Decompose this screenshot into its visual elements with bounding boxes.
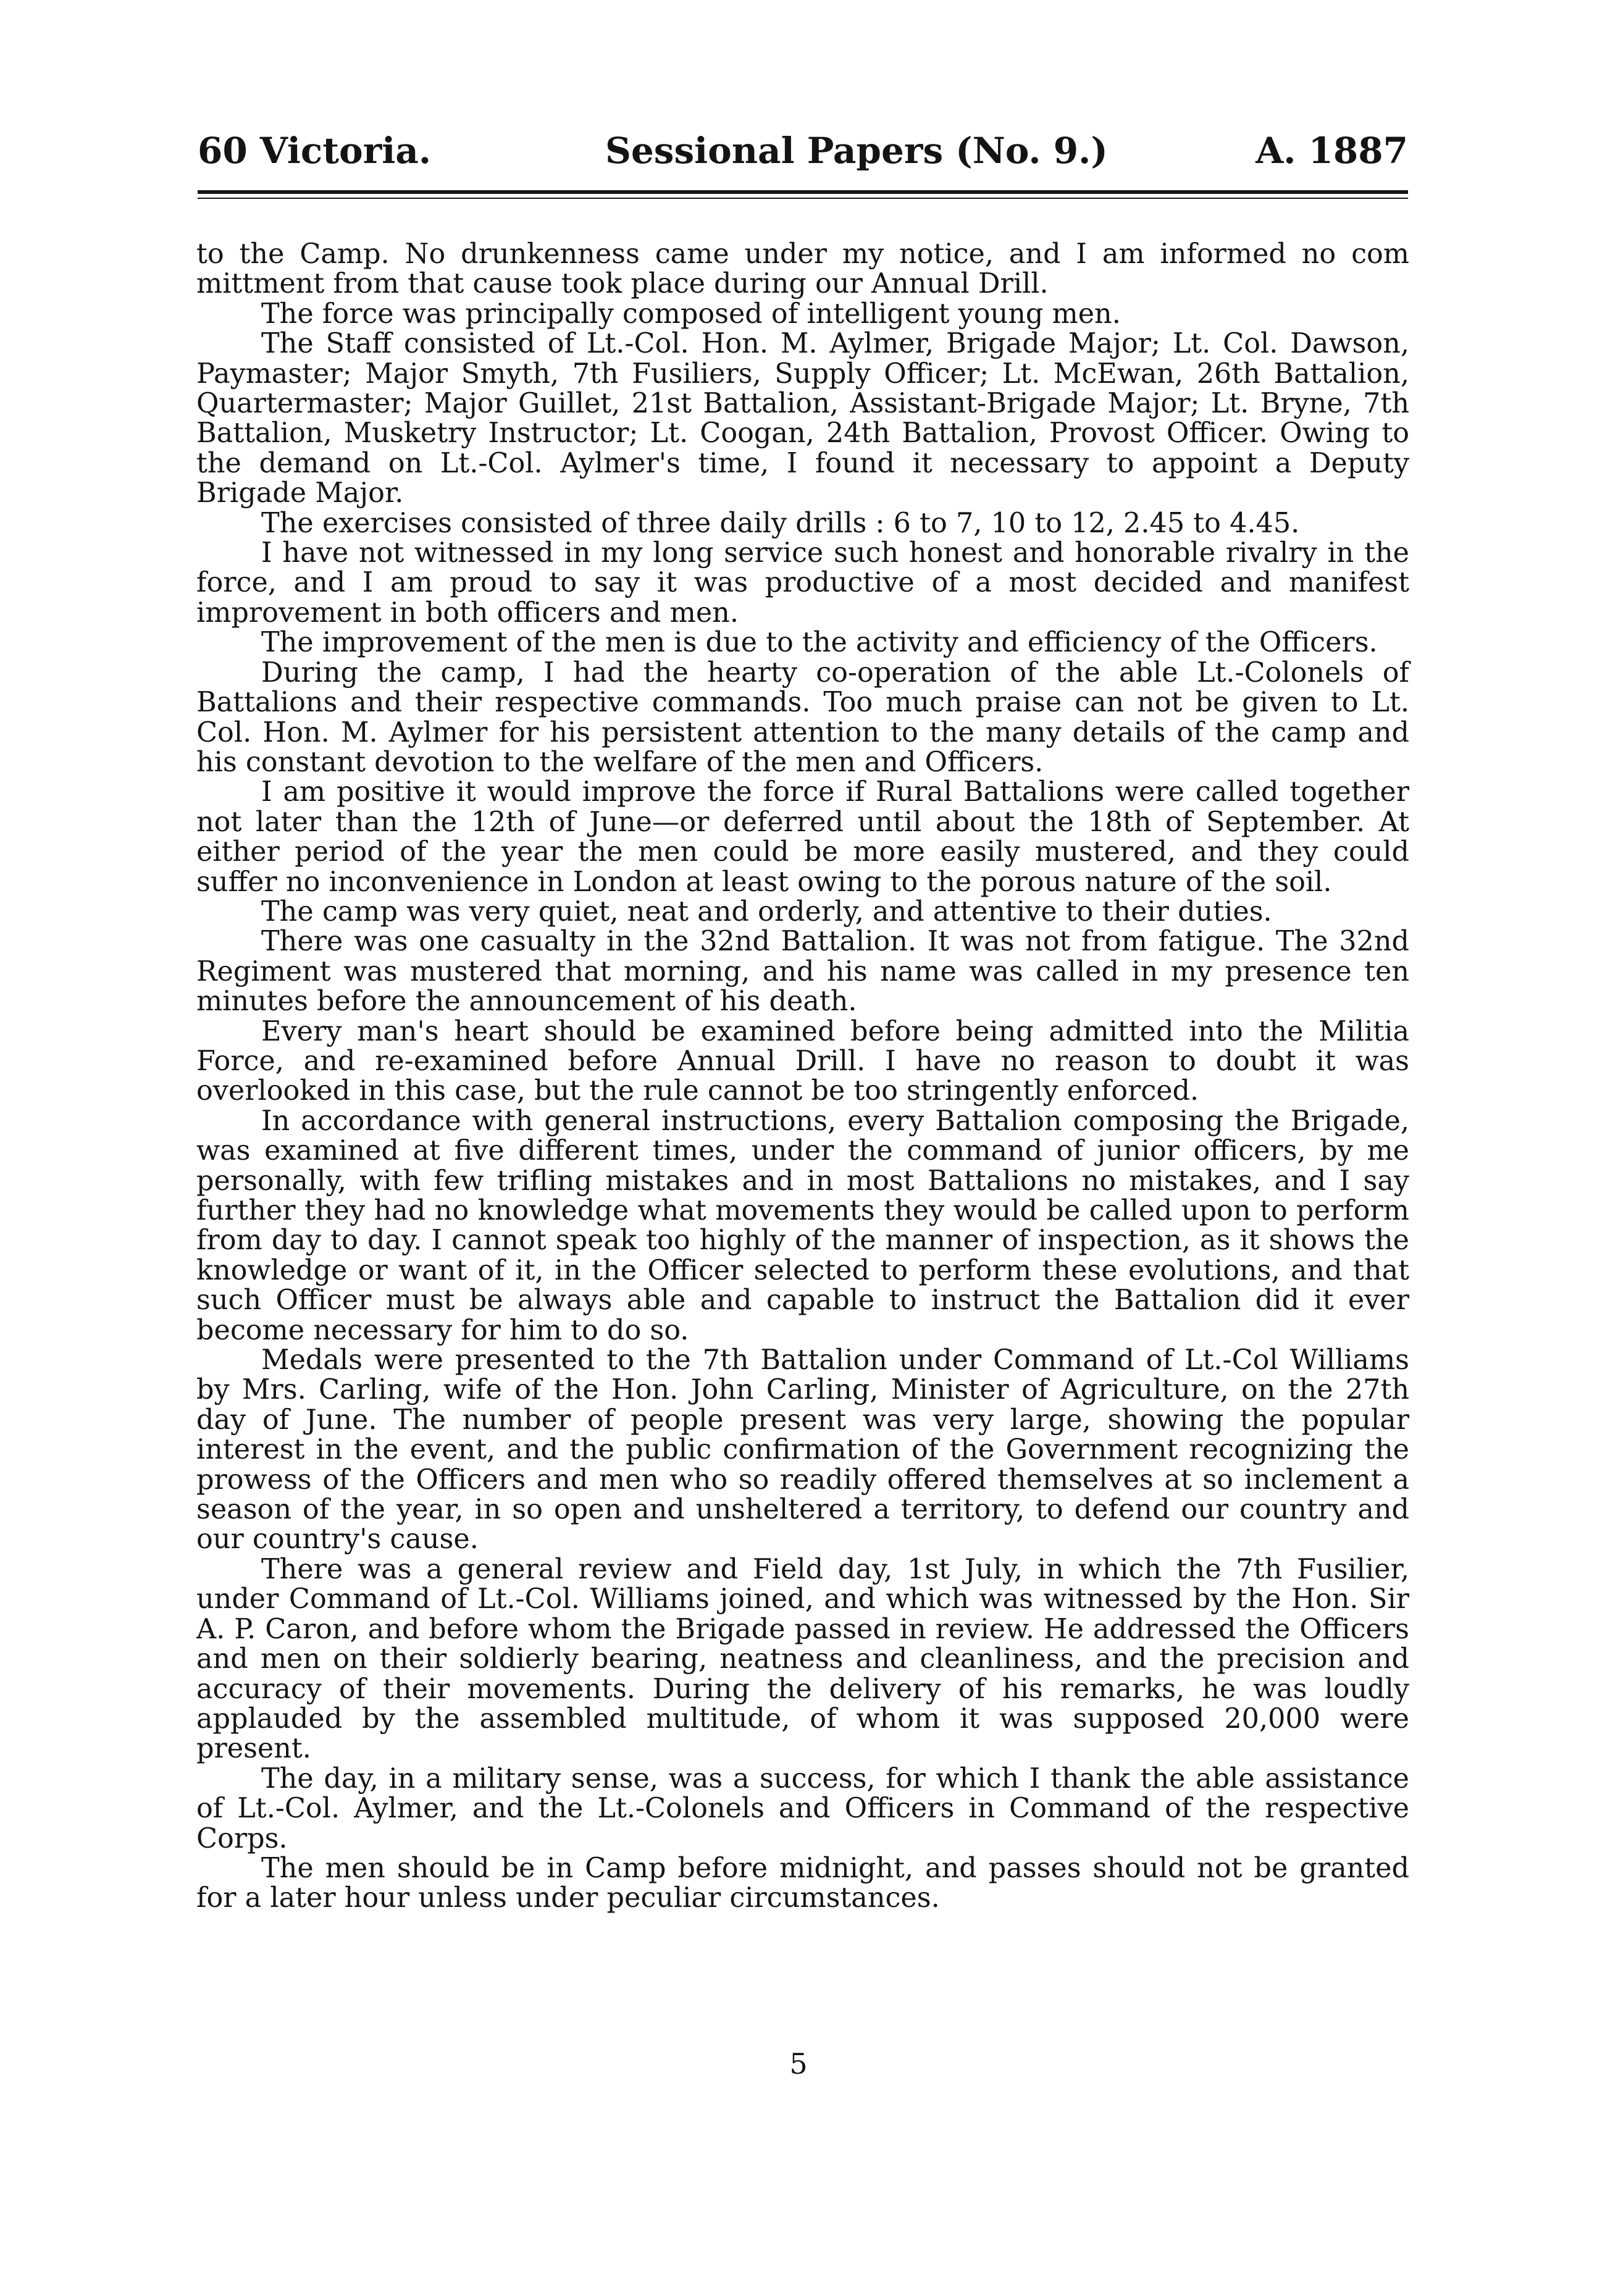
page-number: 5 (789, 2047, 808, 2080)
header-year: A. 1887 (1255, 130, 1408, 172)
running-header (198, 130, 1408, 185)
paragraph: The Staff consisted of Lt.-Col. Hon. M. Aylmer, Brigade Major; Lt. Col. Dawson, Paymaster; Major Smyth, 7th Fusiliers, Supply Officer; Lt. McEwan, 26th Battalion, Quartermaster; Major Guillet, 21st Battalion, Assistant-Brigade Major; Lt. Bryne, 7th Battalion, Musketry Instructor; Lt. Coogan, 24th Battalion, Provost Officer. Owing to the demand on Lt.-Col. Aylmer's time, I found it necessary to appoint a Deputy Brigade Major. (196, 328, 1409, 509)
header-title: Sessional Papers (No. 9.) (605, 130, 1108, 172)
paragraph: The day, in a military sense, was a success, for which I thank the able assistance of Lt.-Col. Aylmer, and the Lt.-Colonels and Officers in Command of the respective Corps. (196, 1762, 1409, 1854)
paragraph: The camp was very quiet, neat and orderly, and attentive to their duties. (261, 895, 1272, 928)
header-volume: 60 Victoria. (198, 130, 432, 172)
paragraph: I am positive it would improve the force if Rural Battalions were called together not later than the 12th of June—or deferred until about the 18th of September. At either period of the year the men could be more easily mustered, and they could suffer no inconvenience in London at least owing to the porous nature of the soil. (196, 776, 1409, 898)
paragraph: The improvement of the men is due to the activity and efficiency of the Officers. (261, 627, 1378, 659)
body-text (196, 240, 1409, 1914)
paragraph: I have not witnessed in my long service such honest and honorable rivalry in the force, and I am proud to say it was productive of a most decided and manifest improvement in both officers and men. (196, 537, 1409, 629)
paragraph: Medals were presented to the 7th Battalion under Command of Lt.-Col Williams by Mrs. Carling, wife of the Hon. John Carling, Minister of Agriculture, on the 27th day of June. The number of people present was very large, showing the popular interest in the event, and the public confirmation of the Government recognizing the prowess of the Officers and men who so readily offered themselves at so inclement a season of the year, in so open and unsheltered a territory, to defend our country and our country's cause. (196, 1344, 1409, 1556)
paragraph: Every man's heart should be examined before being admitted into the Militia Force, and re-examined before Annual Drill. I have no reason to doubt it was overlooked in this case, but the rule cannot be too stringently enforced. (196, 1015, 1409, 1107)
header-rule-thin (198, 198, 1408, 199)
paragraph: The exercises consisted of three daily drills : 6 to 7, 10 to 12, 2.45 to 4.45. (261, 507, 1300, 539)
paragraph: In accordance with general instructions, every Battalion composing the Brigade, was examined at five different times, under the command of junior officers, by me personally, with few trifling mistakes and in most Battalions no mistakes, and I say further they had no knowledge what movements they would be called upon to perform from day to day. I cannot speak too highly of the manner of inspection, as it shows the knowledge or want of it, in the Officer selected to perform these evolutions, and that such Officer must be always able and capable to instruct the Battalion did it ever become necessary for him to do so. (196, 1105, 1409, 1346)
paragraph: The force was principally composed of intelligent young men. (261, 298, 1121, 330)
header-rule-thick (198, 190, 1408, 194)
paragraph: During the camp, I had the hearty co-operation of the able Lt.-Colonels of Battalions and their respective commands. Too much praise can not be given to Lt. Col. Hon. M. Aylmer for his persistent attention to the many details of the camp and his constant devotion to the welfare of the men and Officers. (196, 656, 1409, 778)
paragraph: The men should be in Camp before midnight, and passes should not be granted for a later hour unless under peculiar circumstances. (196, 1852, 1409, 1914)
paragraph: There was a general review and Field day, 1st July, in which the 7th Fusilier, under Command of Lt.-Col. Williams joined, and which was witnessed by the Hon. Sir A. P. Caron, and before whom the Brigade passed in review. He addressed the Officers and men on their soldierly bearing, neatness and cleanliness, and the precision and accuracy of their movements. During the delivery of his remarks, he was loudly applauded by the assembled multitude, of whom it was supposed 20,000 were present. (196, 1553, 1409, 1765)
paragraph: There was one casualty in the 32nd Battalion. It was not from fatigue. The 32nd Regiment was mustered that morning, and his name was called in my presence ten minutes before the announcement of his death. (196, 926, 1409, 1018)
paragraph: to the Camp. No drunkenness came under my notice, and I am informed no com mittment from that cause took place during our Annual Drill. (196, 238, 1409, 300)
